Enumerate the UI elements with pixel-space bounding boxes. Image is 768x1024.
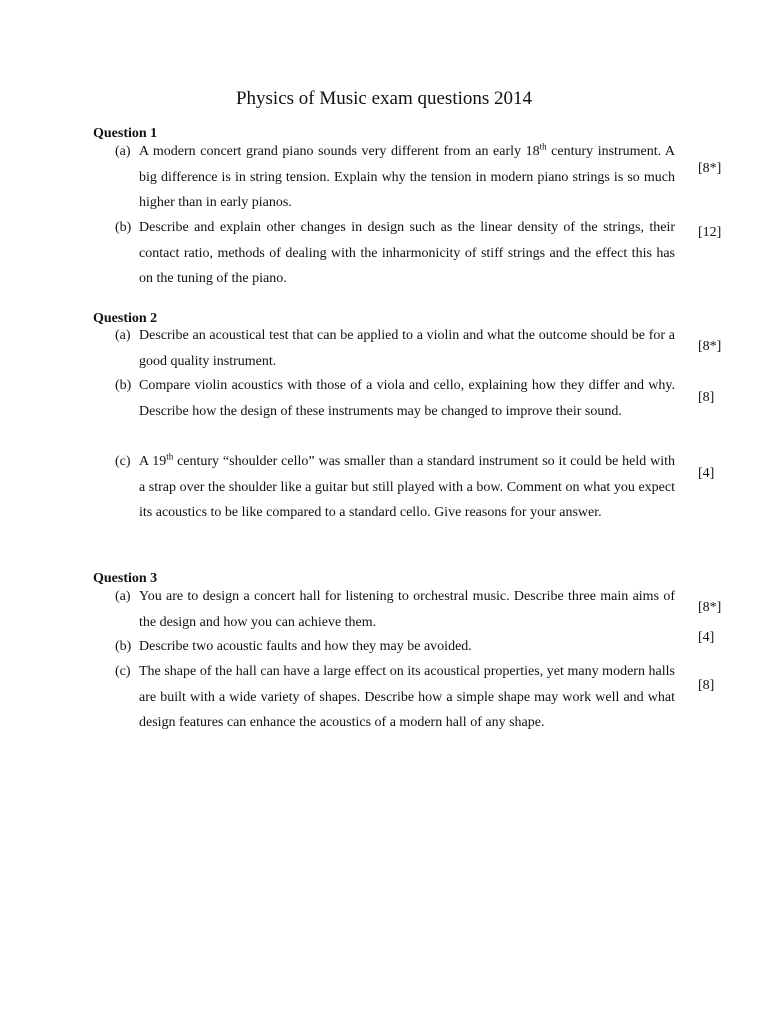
part-text: Describe and explain other changes in design such as the linear density of the strings, their contact ratio, methods of dealing with the inharmonicity of stiff strings and the effect this has on the tuning of the piano. bbox=[139, 220, 675, 286]
question-part bbox=[115, 373, 675, 424]
mark-value: [4] bbox=[698, 466, 715, 481]
mark-value: [8] bbox=[698, 390, 715, 405]
question-part bbox=[115, 323, 675, 374]
part-text: A modern concert grand piano sounds very different from an early 18th century instrument. A big difference is in string tension. Explain why the tension in modern piano strings is so much higher than in early pianos. bbox=[139, 141, 675, 210]
question-part bbox=[115, 659, 675, 736]
part-text: Describe two acoustic faults and how they may be avoided. bbox=[139, 639, 472, 654]
question-part bbox=[115, 215, 675, 292]
mark-value: [12] bbox=[698, 225, 722, 240]
question-heading: Question 3 bbox=[93, 571, 158, 586]
part-text: A 19th century “shoulder cello” was smaller than a standard instrument so it could be held with a strap over the shoulder like a guitar but still played with a bow. Comment on what you expect its acoustics to be like compared to a standard cello. Give reasons for your answer. bbox=[139, 451, 675, 520]
part-text: Compare violin acoustics with those of a viola and cello, explaining how they differ and why. Describe how the design of these instruments may be changed to improve their sound. bbox=[139, 378, 675, 419]
part-label: (a) bbox=[115, 144, 131, 159]
mark-value: [8*] bbox=[698, 339, 722, 354]
question-part bbox=[115, 634, 675, 660]
question-heading: Question 1 bbox=[93, 126, 158, 141]
mark-value: [4] bbox=[698, 630, 715, 645]
part-label: (b) bbox=[115, 220, 132, 235]
question-heading: Question 2 bbox=[93, 311, 158, 326]
question-part bbox=[115, 449, 675, 526]
question-part bbox=[115, 139, 675, 216]
part-label: (c) bbox=[115, 664, 131, 679]
part-label: (b) bbox=[115, 378, 132, 393]
part-label: (c) bbox=[115, 454, 131, 469]
part-label: (a) bbox=[115, 328, 131, 343]
part-label: (b) bbox=[115, 639, 132, 654]
part-text: You are to design a concert hall for listening to orchestral music. Describe three main aims of the design and how you can achieve them. bbox=[139, 589, 675, 630]
part-text: The shape of the hall can have a large effect on its acoustical properties, yet many modern halls are built with a wide variety of shapes. Describe how a simple shape may work well and what design features can enhance the acoustics of a modern hall of any shape. bbox=[139, 664, 675, 730]
mark-value: [8*] bbox=[698, 161, 722, 176]
mark-value: [8*] bbox=[698, 600, 722, 615]
mark-value: [8] bbox=[698, 678, 715, 693]
part-label: (a) bbox=[115, 589, 131, 604]
page-title: Physics of Music exam questions 2014 bbox=[235, 88, 533, 109]
question-part bbox=[115, 584, 675, 635]
part-text: Describe an acoustical test that can be applied to a violin and what the outcome should be for a good quality instrument. bbox=[139, 328, 675, 369]
